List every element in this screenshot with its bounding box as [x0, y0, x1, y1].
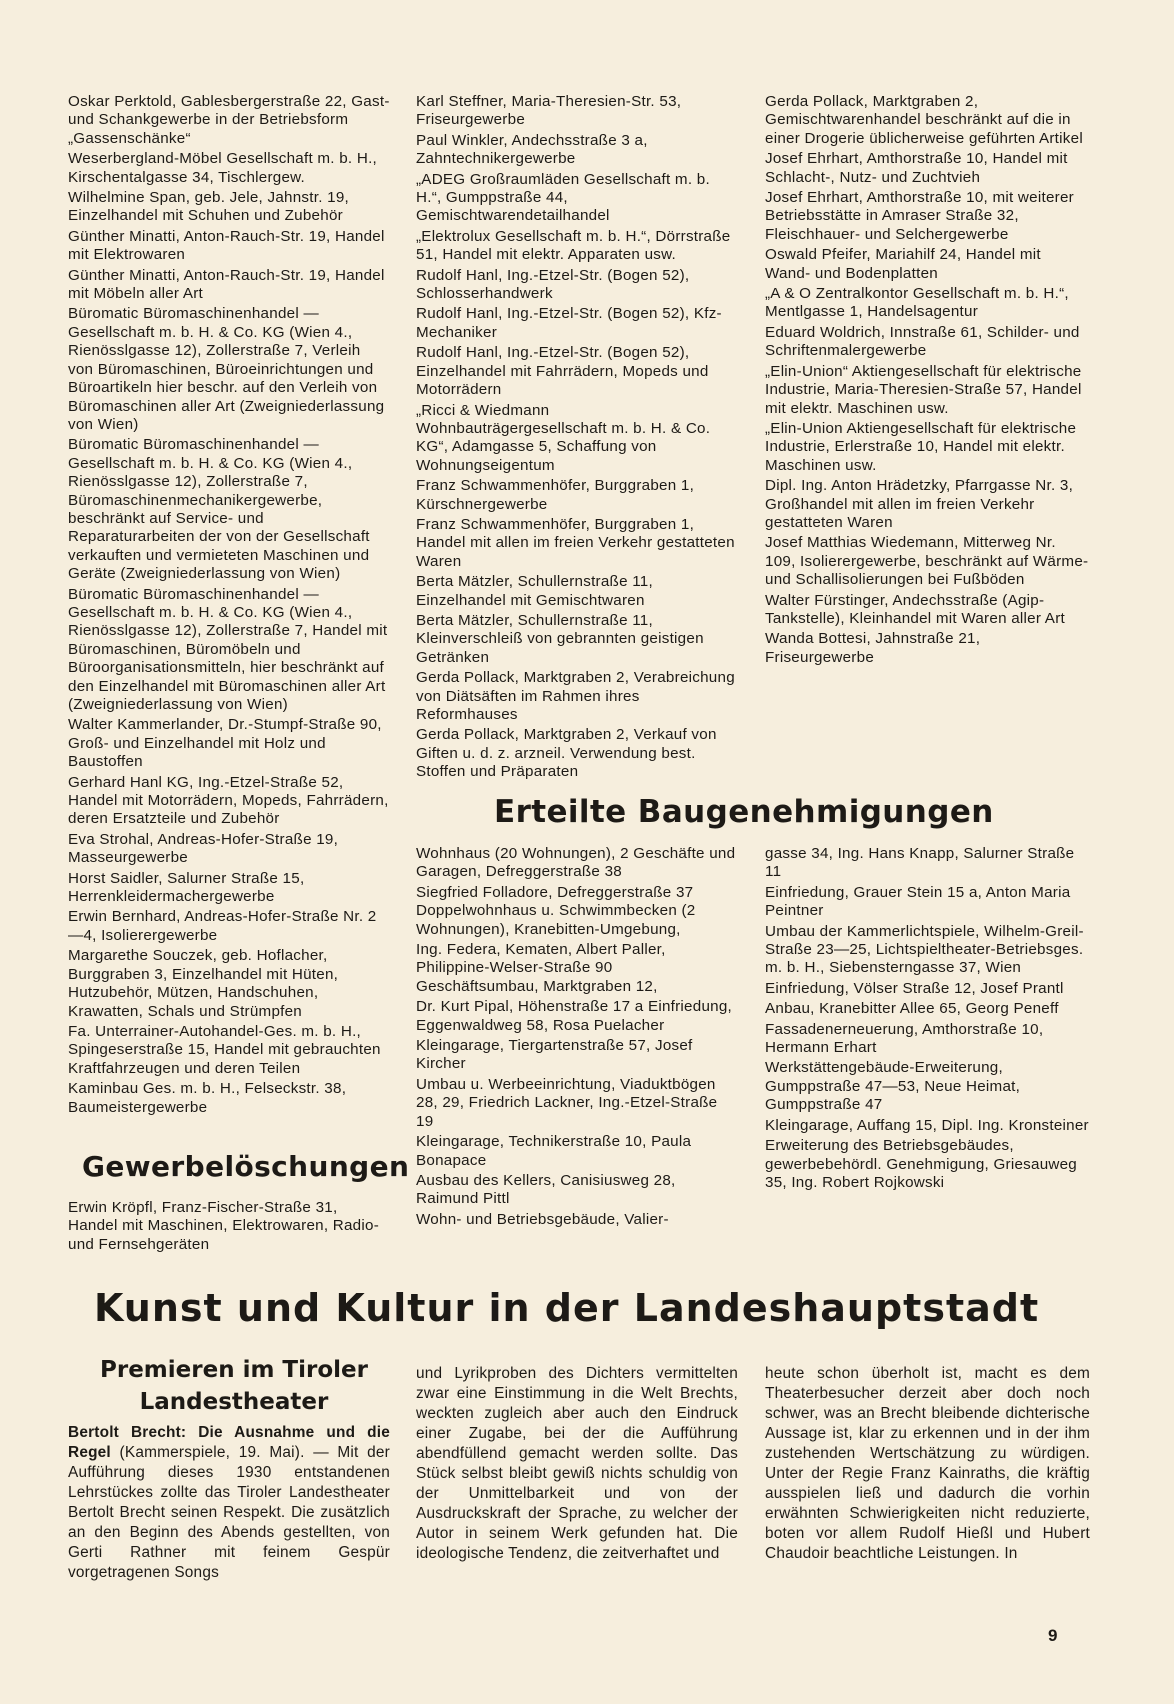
list-item: Kleingarage, Auffang 15, Dipl. Ing. Kronsteiner — [765, 1116, 1089, 1134]
article-lead: Bertolt Brecht: Die Ausnahme und die Regel — [68, 1424, 390, 1461]
article-text-1: (Kammerspiele, 19. Mai). — Mit der Aufführung dieses 1930 entstandenen Lehrstückes zollte das Tiroler Landestheater Bertolt Brecht seinen Respekt. Die zusätzlich an den Beginn des Abends gestellten, von Gerti Rathner mit feinem Gespür vorgetragenen Songs — [68, 1444, 390, 1581]
gewerbe-column-3 — [765, 93, 1090, 669]
section-title-baugenehmigungen: Erteilte Baugenehmigungen — [494, 794, 994, 830]
article-column-2: und Lyrikproben des Dichters vermittelten zwar eine Einstimmung in die Welt Brechts, weckten zugleich aber auch den Eindruck einer Zugabe, bei der die Aufführung abendfüllend gemacht werden sollte. Das Stück selbst bleibt gewiß nichts schuldig von der Unmittelbarkeit und von der Ausdruckskraft der Sprache, zu welcher der Autor in seinem Werk gefunden hat. Die ideologische Tendenz, die zeitverhaftet und — [416, 1365, 738, 1562]
list-item: Josef Ehrhart, Amthorstraße 10, Handel mit Schlacht-, Nutz- und Zuchtvieh — [765, 150, 1068, 186]
list-item: Gerda Pollack, Marktgraben 2, Gemischtwarenhandel beschränkt auf die in einer Drogerie üblicherweise geführten Artikel — [765, 93, 1083, 147]
gewerbe-column-1 — [68, 93, 390, 1119]
article-column-1 — [68, 1423, 390, 1583]
list-item: Franz Schwammenhöfer, Burggraben 1, Kürschnergewerbe — [416, 477, 695, 513]
baugenehmigungen-column-1 — [416, 845, 738, 1231]
list-item: Gerhard Hanl KG, Ing.-Etzel-Straße 52, Handel mit Motorrädern, Mopeds, Fahrrädern, deren Ersatzteile und Zubehör — [68, 773, 389, 828]
list-item: „ADEG Großraumläden Gesellschaft m. b. H.“, Gumppstraße 44, Gemischtwarendetailhandel — [416, 170, 710, 225]
list-item: Paul Winkler, Andechsstraße 3 a, Zahntechnikergewerbe — [416, 131, 648, 168]
list-item: Walter Kammerlander, Dr.-Stumpf-Straße 90, Groß- und Einzelhandel mit Holz und Baustoffen — [68, 716, 382, 771]
list-item: Dr. Kurt Pipal, Höhenstraße 17 a Einfriedung, Eggenwaldweg 58, Rosa Puelacher — [416, 998, 733, 1034]
list-item: Eduard Woldrich, Innstraße 61, Schilder- und Schriftenmalergewerbe — [765, 323, 1080, 360]
list-item: Wohnhaus (20 Wohnungen), 2 Geschäfte und Garagen, Defreggerstraße 38 — [416, 845, 736, 881]
list-item: Einfriedung, Völser Straße 12, Josef Prantl — [765, 979, 1064, 997]
list-item: Wanda Bottesi, Jahnstraße 21, Friseurgewerbe — [765, 630, 981, 666]
list-item: Anbau, Kranebitter Allee 65, Georg Peneff — [765, 1000, 1059, 1018]
list-item: Fa. Unterrainer-Autohandel-Ges. m. b. H., Spingeserstraße 15, Handel mit gebrauchten Kraftfahrzeugen und deren Teilen — [68, 1022, 381, 1077]
list-item: Gerda Pollack, Marktgraben 2, Verabreichung von Diätsäften im Rahmen ihres Reformhauses — [416, 669, 735, 723]
list-item: Josef Ehrhart, Amthorstraße 10, mit weiterer Betriebsstätte in Amraser Straße 32, Fleischhauer- und Selchergewerbe — [765, 189, 1074, 243]
list-item: „Elin-Union Aktiengesellschaft für elektrische Industrie, Erlerstraße 10, Handel mit elektr. Maschinen usw. — [765, 419, 1077, 474]
list-item: Erwin Bernhard, Andreas-Hofer-Straße Nr. 2—4, Isolierergewerbe — [68, 908, 377, 944]
list-item: Büromatic Büromaschinenhandel — Gesellschaft m. b. H. & Co. KG (Wien 4., Rienösslgasse 12), Zollerstraße 7, Handel mit Büromaschinen, Büromöbeln und Büroorganisationsmitteln, hier beschränkt auf den Einzelhandel mit Büromaschinen aller Art (Zweigniederlassung von Wien) — [68, 585, 388, 713]
list-item: Berta Mätzler, Schullernstraße 11, Kleinverschleiß von gebrannten geistigen Getränken — [416, 611, 704, 666]
article-column-3: heute schon überholt ist, macht es dem Theaterbesucher derzeit aber doch noch schwer, was an Brecht bleibende dichterische Aussage ist, klar zu erkennen und in der ihm zustehenden Wertschätzung zu würdigen. Unter der Regie Franz Kainraths, die kräftig ausspielen ließ und dadurch die vorhin erwähnten Schwierigkeiten nicht reduzierte, boten vor allem Rudolf Hießl und Hubert Chaudoir beachtliche Leistungen. In — [765, 1365, 1090, 1562]
list-item: Erwin Kröpfl, Franz-Fischer-Straße 31, Handel mit Maschinen, Elektrowaren, Radio- und Fernsehgeräten — [68, 1199, 380, 1253]
list-item: Ausbau des Kellers, Canisiusweg 28, Raimund Pittl — [416, 1171, 676, 1208]
list-item: „Elektrolux Gesellschaft m. b. H.“, Dörrstraße 51, Handel mit elektr. Apparaten usw. — [416, 227, 731, 264]
list-item: Erweiterung des Betriebsgebäudes, gewerbebehördl. Genehmigung, Griesauweg 35, Ing. Robert Rojkowski — [765, 1137, 1078, 1191]
list-item: Weserbergland-Möbel Gesellschaft m. b. H., Kirschentalgasse 34, Tischlergew. — [68, 150, 378, 186]
list-item: Werkstättengebäude-Erweiterung, Gumppstraße 47—53, Neue Heimat, Gumppstraße 47 — [765, 1059, 1021, 1114]
list-item: Franz Schwammenhöfer, Burggraben 1, Handel mit allen im freien Verkehr gestatteten Waren — [416, 515, 735, 570]
list-item: Einfriedung, Grauer Stein 15 a, Anton Maria Peintner — [765, 883, 1071, 920]
list-item: Rudolf Hanl, Ing.-Etzel-Str. (Bogen 52), Schlosserhandwerk — [416, 266, 690, 303]
list-item: Wohn- und Betriebsgebäude, Valier- — [416, 1210, 669, 1228]
list-item: Umbau u. Werbeeinrichtung, Viaduktbögen 28, 29, Friedrich Lackner, Ing.-Etzel-Straße 19 — [416, 1075, 718, 1130]
section-title-kultur: Kunst und Kultur in der Landeshauptstadt — [94, 1286, 1040, 1330]
list-item: Margarethe Souczek, geb. Hoflacher, Burggraben 3, Einzelhandel mit Hüten, Hutzubehör, Mützen, Handschuhen, Krawatten, Schals und Strümpfen — [68, 947, 339, 1020]
list-item: Fassadenerneuerung, Amthorstraße 10, Hermann Erhart — [765, 1020, 1044, 1057]
article-subtitle: Premieren im Tiroler Landestheater — [100, 1357, 368, 1415]
list-item: „Elin-Union“ Aktiengesellschaft für elektrische Industrie, Maria-Theresien-Straße 57, Handel mit elektr. Maschinen usw. — [765, 362, 1082, 417]
list-item: Umbau der Kammerlichtspiele, Wilhelm-Greil-Straße 23—25, Lichtspieltheater-Betriebsges. m. b. H., Siebensterngasse 37, Wien — [765, 922, 1084, 977]
list-item: „Ricci & Wiedmann Wohnbauträgergesellschaft m. b. H. & Co. KG“, Adamgasse 5, Schaffung von Wohnungseigentum — [416, 401, 711, 474]
list-item: Karl Steffner, Maria-Theresien-Str. 53, Friseurgewerbe — [416, 93, 682, 129]
list-item: Walter Fürstinger, Andechsstraße (Agip-Tankstelle), Kleinhandel mit Waren aller Art — [765, 591, 1065, 627]
list-item: Rudolf Hanl, Ing.-Etzel-Str. (Bogen 52), Einzelhandel mit Fahrrädern, Mopeds und Motorrädern — [416, 344, 709, 399]
list-item: Günther Minatti, Anton-Rauch-Str. 19, Handel mit Elektrowaren — [68, 227, 385, 264]
list-item: Dipl. Ing. Anton Hrädetzky, Pfarrgasse Nr. 3, Großhandel mit allen im freien Verkehr gestatteten Waren — [765, 477, 1074, 531]
list-item: Horst Saidler, Salurner Straße 15, Herrenkleidermachergewerbe — [68, 869, 305, 906]
list-item: Gerda Pollack, Marktgraben 2, Verkauf von Giften u. d. z. arzneil. Verwendung best. Stoffen und Präparaten — [416, 726, 717, 781]
list-item: Josef Matthias Wiedemann, Mitterweg Nr. 109, Isolierergewerbe, beschränkt auf Wärme- und Schallisolierungen bei Fußböden — [765, 534, 1089, 589]
list-item: Eva Strohal, Andreas-Hofer-Straße 19, Masseurgewerbe — [68, 830, 339, 867]
list-item: Berta Mätzler, Schullernstraße 11, Einzelhandel mit Gemischtwaren — [416, 573, 653, 609]
list-item: Rudolf Hanl, Ing.-Etzel-Str. (Bogen 52), Kfz-Mechaniker — [416, 305, 722, 341]
list-item: Kleingarage, Tiergartenstraße 57, Josef Kircher — [416, 1037, 693, 1073]
list-item: Günther Minatti, Anton-Rauch-Str. 19, Handel mit Möbeln aller Art — [68, 266, 385, 303]
section-title-gewerbeloeschungen: Gewerbelöschungen — [82, 1150, 410, 1183]
baugenehmigungen-column-2 — [765, 845, 1090, 1194]
loeschungen-list — [68, 1199, 390, 1256]
list-item: Oswald Pfeifer, Mariahilf 24, Handel mit Wand- und Bodenplatten — [765, 246, 1041, 282]
gewerbe-column-2 — [416, 93, 738, 784]
list-item: Büromatic Büromaschinenhandel — Gesellschaft m. b. H. & Co. KG (Wien 4., Rienösslgasse 12), Zollerstraße 7, Verleih von Büromaschinen, Büroeinrichtungen und Büroartikeln hier beschr. auf den Verleih von Büromaschinen aller Art (Zweigniederlassung von Wien) — [68, 305, 385, 433]
list-item: Oskar Perktold, Gablesbergerstraße 22, Gast- und Schankgewerbe in der Betriebsform „Gassenschänke“ — [68, 93, 390, 147]
list-item: „A & O Zentralkontor Gesellschaft m. b. H.“, Mentlgasse 1, Handelsagentur — [765, 285, 1069, 321]
list-item: Wilhelmine Span, geb. Jele, Jahnstr. 19, Einzelhandel mit Schuhen und Zubehör — [68, 189, 349, 225]
list-item: Ing. Federa, Kematen, Albert Paller, Philippine-Welser-Straße 90 Geschäftsumbau, Marktgraben 12, — [416, 941, 666, 995]
page-number: 9 — [1048, 1626, 1058, 1645]
list-item: Siegfried Folladore, Defreggerstraße 37 Doppelwohnhaus u. Schwimmbecken (2 Wohnungen), Kranebitten-Umgebung, — [416, 883, 696, 938]
list-item: gasse 34, Ing. Hans Knapp, Salurner Straße 11 — [765, 845, 1075, 881]
list-item: Büromatic Büromaschinenhandel — Gesellschaft m. b. H. & Co. KG (Wien 4., Rienösslgasse 12), Zollerstraße 7, Büromaschinenmechanikergewerbe, beschränkt auf Service- und Reparaturarbeiten der von der Gesellschaft verkauften und vermieteten Maschinen und Geräte (Zweigniederlassung von Wien) — [68, 436, 370, 583]
list-item: Kleingarage, Technikerstraße 10, Paula Bonapace — [416, 1133, 692, 1169]
list-item: Kaminbau Ges. m. b. H., Felseckstr. 38, Baumeistergewerbe — [68, 1080, 347, 1116]
